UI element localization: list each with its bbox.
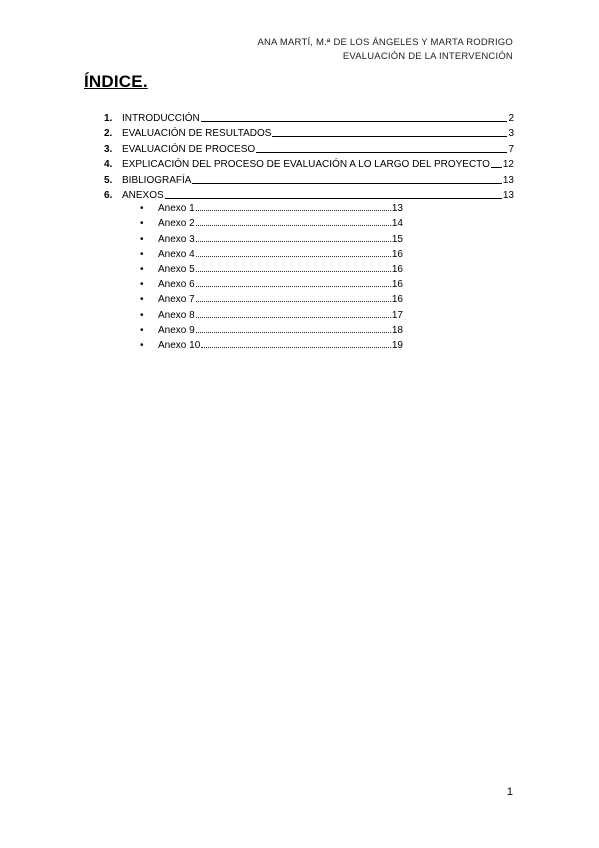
- page-title: ÍNDICE.: [84, 72, 148, 91]
- annex-entry[interactable]: [140, 321, 403, 336]
- bullet-icon: •: [140, 203, 144, 215]
- annex-label: Anexo 5: [158, 263, 195, 275]
- toc-page: 13: [502, 174, 514, 186]
- bullet-icon: •: [140, 309, 144, 321]
- annex-page: 15: [391, 233, 403, 245]
- annex-label: Anexo 8: [158, 309, 195, 321]
- annex-entry[interactable]: [140, 336, 403, 351]
- annex-entry[interactable]: [140, 260, 403, 275]
- bullet-icon: •: [140, 294, 144, 306]
- annex-list: [140, 199, 403, 351]
- annex-entry[interactable]: [140, 199, 403, 214]
- toc-entry[interactable]: [104, 170, 514, 186]
- toc-leader: [192, 183, 501, 184]
- annex-page: 16: [391, 263, 403, 275]
- toc-entry[interactable]: [104, 108, 514, 124]
- toc-label: EVALUACIÓN DE PROCESO: [122, 143, 256, 155]
- toc-label: EXPLICACIÓN DEL PROCESO DE EVALUACIÓN A LO LARGO DEL PROYECTO: [122, 159, 490, 170]
- bullet-icon: •: [140, 263, 144, 275]
- annex-page: 18: [391, 324, 403, 336]
- toc-entry[interactable]: [104, 124, 514, 140]
- toc-number: 6.: [104, 190, 113, 201]
- toc-label: BIBLIOGRAFÍA: [122, 174, 192, 186]
- annex-leader: [196, 256, 391, 257]
- annex-leader: [196, 286, 391, 287]
- annex-label: Anexo 1: [158, 203, 195, 215]
- annex-entry[interactable]: [140, 229, 403, 244]
- toc-number: 5.: [104, 174, 113, 186]
- toc-page: 3: [508, 128, 514, 139]
- toc-number: 1.: [104, 112, 113, 124]
- page-header: [257, 36, 513, 64]
- bullet-icon: •: [140, 279, 144, 291]
- header-authors: ANA MARTÍ, M.ª DE LOS ÁNGELES Y MARTA RODRIGO: [257, 37, 513, 48]
- annex-leader: [201, 347, 391, 348]
- page-number: 1: [506, 786, 513, 798]
- annex-entry[interactable]: [140, 305, 403, 320]
- annex-page: 14: [391, 218, 403, 230]
- annex-page: 19: [391, 339, 403, 351]
- annex-label: Anexo 10: [158, 339, 201, 351]
- toc-leader: [272, 136, 507, 137]
- toc-page: 2: [508, 112, 514, 124]
- annex-label: Anexo 7: [158, 294, 195, 306]
- bullet-icon: •: [140, 218, 144, 230]
- annex-label: Anexo 3: [158, 233, 195, 245]
- toc-label: EVALUACIÓN DE RESULTADOS: [122, 128, 272, 139]
- header-subtitle: EVALUACIÓN DE LA INTERVENCIÓN: [342, 51, 513, 62]
- toc-label: INTRODUCCIÓN: [122, 112, 200, 124]
- bullet-icon: •: [140, 248, 144, 260]
- annex-leader: [196, 241, 391, 242]
- annex-leader: [196, 271, 391, 272]
- bullet-icon: •: [140, 233, 144, 245]
- annex-label: Anexo 6: [158, 279, 195, 291]
- annex-label: Anexo 9: [158, 324, 195, 336]
- annex-page: 17: [391, 309, 403, 321]
- toc-label: ANEXOS: [122, 190, 164, 201]
- annex-entry[interactable]: [140, 290, 403, 305]
- annex-entry[interactable]: [140, 275, 403, 290]
- toc-page: 7: [508, 143, 514, 155]
- annex-page: 16: [391, 279, 403, 291]
- annex-leader: [196, 301, 391, 302]
- toc-page: 12: [502, 159, 514, 170]
- annex-page: 13: [391, 203, 403, 215]
- annex-leader: [196, 225, 391, 226]
- toc-number: 3.: [104, 143, 113, 155]
- toc-entry[interactable]: [104, 155, 514, 171]
- bullet-icon: •: [140, 324, 144, 336]
- annex-leader: [196, 332, 391, 333]
- table-of-contents: [104, 108, 514, 201]
- annex-leader: [196, 210, 391, 211]
- annex-leader: [196, 317, 391, 318]
- annex-entry[interactable]: [140, 245, 403, 260]
- annex-entry[interactable]: [140, 214, 403, 229]
- toc-entry[interactable]: [104, 139, 514, 155]
- annex-page: 16: [391, 294, 403, 306]
- bullet-icon: •: [140, 339, 144, 351]
- toc-number: 4.: [104, 159, 113, 170]
- toc-leader: [201, 121, 508, 122]
- annex-page: 16: [391, 248, 403, 260]
- toc-number: 2.: [104, 128, 113, 139]
- annex-label: Anexo 4: [158, 248, 195, 260]
- annex-label: Anexo 2: [158, 218, 195, 230]
- toc-leader: [256, 152, 507, 153]
- toc-leader: [491, 167, 502, 168]
- toc-page: 13: [502, 190, 514, 201]
